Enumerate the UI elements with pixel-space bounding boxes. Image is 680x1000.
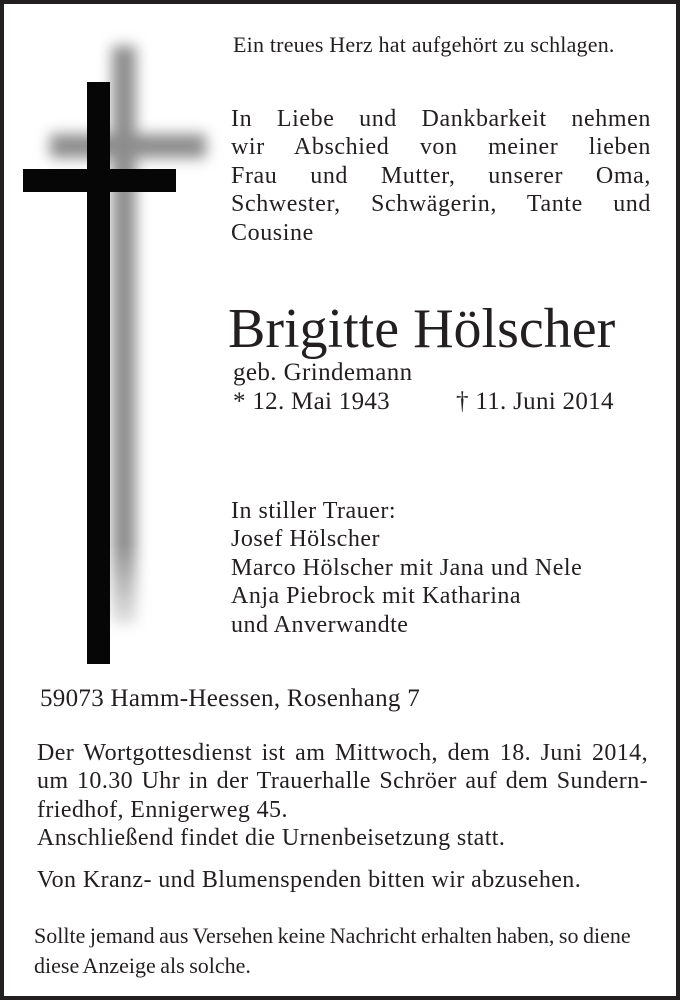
intro-line: Frau und Mutter, unserer Oma, [231,162,651,189]
mourners-heading: In stiller Trauer: [231,498,396,524]
service-paragraph [37,739,648,852]
service-line: um 10.30 Uhr in der Trauerhalle Schröer auf dem Sundern- [37,768,648,795]
intro-paragraph [231,105,651,247]
cross-shadow-horizontal-bar [50,134,206,158]
cross-horizontal-bar [23,169,176,192]
intro-line: wir Abschied von meiner lieben [231,134,651,161]
death-date: † 11. Juni 2014 [456,388,614,415]
mourner-line: Josef Hölscher [231,526,380,553]
maiden-name: geb. Grindemann [233,359,413,386]
life-dates [233,388,653,416]
disclaimer-paragraph [34,921,648,980]
epigraph: Ein treues Herz hat aufgehört zu schlagen. [233,32,615,57]
intro-line: Cousine [231,219,314,246]
address-line: 59073 Hamm-Heessen, Rosenhang 7 [40,685,421,712]
deceased-name: Brigitte Hölscher [228,298,616,360]
cross-shadow [4,4,244,704]
birth-date: * 12. Mai 1943 [233,388,390,415]
service-line: friedhof, Ennigerweg 45. [37,796,288,823]
intro-line: Schwester, Schwägerin, Tante und [231,191,651,218]
intro-line: In Liebe und Dankbarkeit nehmen [231,106,651,132]
mourners-list [231,497,661,639]
service-line: Anschließend findet die Urnenbeisetzung statt. [37,824,506,851]
disclaimer-line: diese Anzeige als solche. [34,952,251,978]
flowers-request-line: Von Kranz- und Blumenspenden bitten wir abzusehen. [37,867,582,893]
mourner-line: und Anverwandte [231,611,409,638]
disclaimer-line: Sollte jemand aus Versehen keine Nachricht erhalten haben, so diene [34,923,631,948]
cross-shadow-vertical-bar [112,46,136,626]
mourner-line: Anja Piebrock mit Katharina [231,583,522,610]
service-line: Der Wortgottesdienst ist am Mittwoch, dem 18. Juni 2014, [37,740,648,766]
mourner-line: Marco Hölscher mit Jana und Nele [231,554,583,581]
